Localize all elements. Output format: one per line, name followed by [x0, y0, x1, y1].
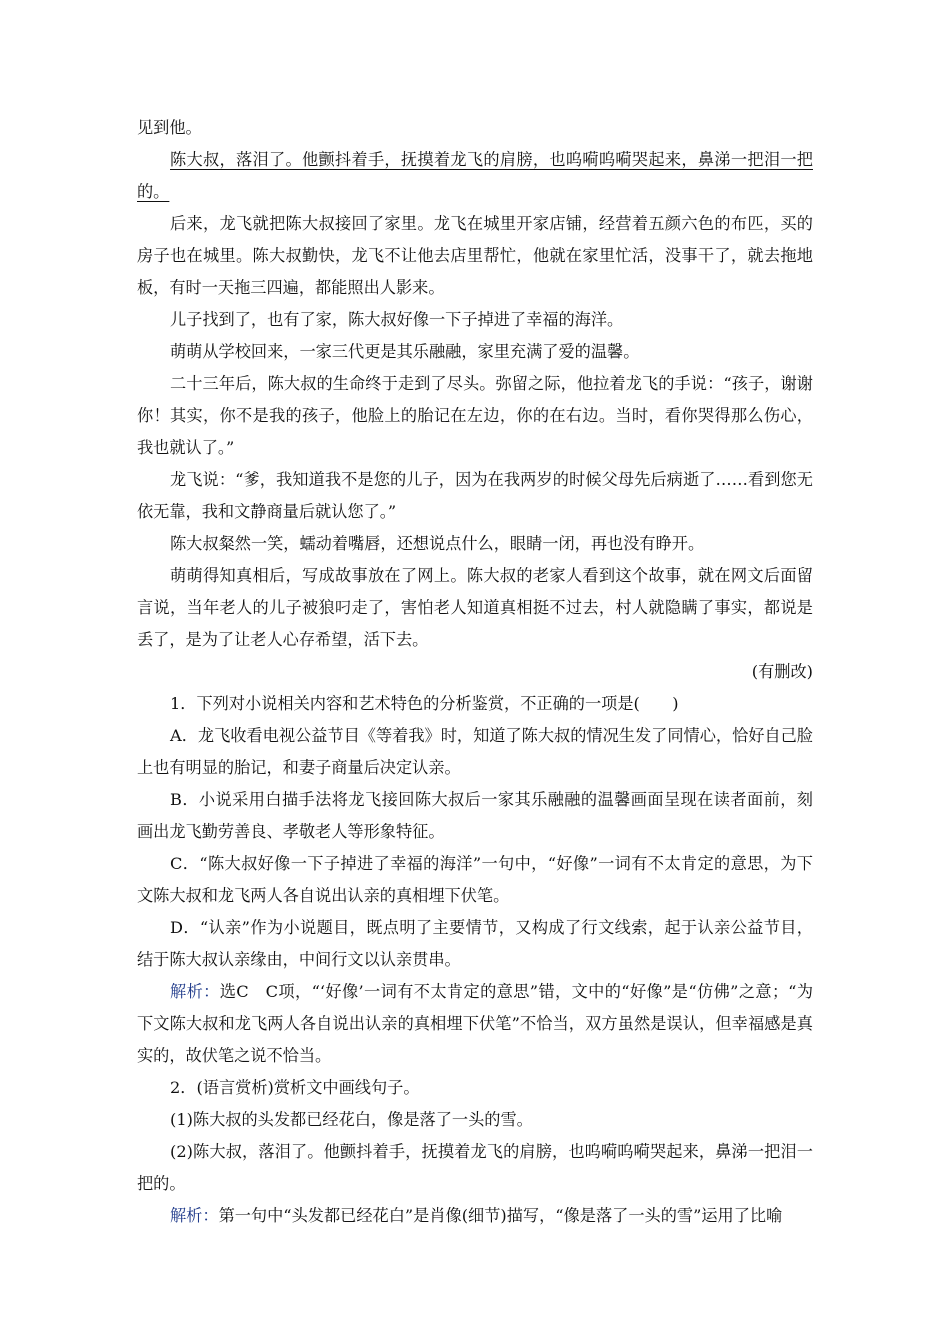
- question-1-option-b: B．小说采用白描手法将龙飞接回陈大叔后一家其乐融融的温馨画面呈现在读者面前，刻画出龙飞勤劳善良、孝敬老人等形象特征。: [137, 790, 813, 841]
- story-paragraph: 萌萌从学校回来，一家三代更是其乐融融，家里充满了爱的温馨。: [170, 342, 640, 361]
- question-2-item-1: (1)陈大叔的头发都已经花白，像是落了一头的雪。: [170, 1110, 533, 1129]
- question-2-stem: 2．(语言赏析)赏析文中画线句子。: [170, 1078, 420, 1097]
- story-paragraph: 见到他。: [137, 118, 202, 137]
- question-2-item-2: (2)陈大叔，落泪了。他颤抖着手，抚摸着龙飞的肩膀，也呜嗬呜嗬哭起来，鼻涕一把泪一把的。: [137, 1142, 813, 1193]
- source-note: (有删改): [751, 662, 813, 681]
- story-paragraph-underlined: [137, 144, 813, 208]
- question-2-analysis: [137, 1200, 813, 1232]
- question-1-stem: 1．下列对小说相关内容和艺术特色的分析鉴赏，不正确的一项是( ): [170, 694, 679, 713]
- question-1-option-d: D．“认亲”作为小说题目，既点明了主要情节，又构成了行文线索，起于认亲公益节目，结于陈大叔认亲缘由，中间行文以认亲贯串。: [137, 918, 813, 969]
- analysis-label: 解析：: [170, 982, 220, 1001]
- story-paragraph: 儿子找到了，也有了家，陈大叔好像一下子掉进了幸福的海洋。: [170, 310, 624, 329]
- story-paragraph: 陈大叔粲然一笑，蠕动着嘴唇，还想说点什么，眼睛一闭，再也没有睁开。: [170, 534, 705, 553]
- story-paragraph: 龙飞说：“爹，我知道我不是您的儿子，因为在我两岁的时候父母先后病逝了……看到您无依无靠，我和文静商量后就认您了。”: [137, 470, 813, 521]
- analysis-text: 选C C项，“‘好像’一词有不太肯定的意思”错，文中的“好像”是“仿佛”之意；“为下文陈大叔和龙飞两人各自说出认亲的真相埋下伏笔”不恰当，双方虽然是误认，但幸福感是真实的，故伏笔之说不恰当。: [137, 982, 814, 1065]
- question-1-analysis: [137, 976, 813, 1072]
- analysis-label: 解析：: [170, 1206, 219, 1225]
- story-paragraph: 萌萌得知真相后，写成故事放在了网上。陈大叔的老家人看到这个故事，就在网文后面留言说，当年老人的儿子被狼叼走了，害怕老人知道真相挺不过去，村人就隐瞒了事实，都说是丢了，是为了让老人心存希望，活下去。: [137, 566, 813, 649]
- question-1-option-a: A．龙飞收看电视公益节目《等着我》时，知道了陈大叔的情况生发了同情心，恰好自己脸上也有明显的胎记，和妻子商量后决定认亲。: [137, 726, 813, 777]
- analysis-text: 第一句中“头发都已经花白”是肖像(细节)描写，“像是落了一头的雪”运用了比喻: [218, 1206, 783, 1225]
- document-page: [137, 112, 813, 1232]
- question-1-option-c: C．“陈大叔好像一下子掉进了幸福的海洋”一句中，“好像”一词有不太肯定的意思，为下文陈大叔和龙飞两人各自说出认亲的真相埋下伏笔。: [137, 854, 813, 905]
- underlined-sentence: 陈大叔，落泪了。他颤抖着手，抚摸着龙飞的肩膀，也呜嗬呜嗬哭起来，鼻涕一把泪一把的。: [137, 150, 813, 201]
- story-paragraph: 二十三年后，陈大叔的生命终于走到了尽头。弥留之际，他拉着龙飞的手说：“孩子，谢谢你！其实，你不是我的孩子，他脸上的胎记在左边，你的在右边。当时，看你哭得那么伤心，我也就认了。”: [137, 374, 813, 457]
- story-paragraph: 后来，龙飞就把陈大叔接回了家里。龙飞在城里开家店铺，经营着五颜六色的布匹，买的房子也在城里。陈大叔勤快，龙飞不让他去店里帮忙，他就在家里忙活，没事干了，就去拖地板，有时一天拖三四遍，都能照出人影来。: [137, 214, 813, 297]
